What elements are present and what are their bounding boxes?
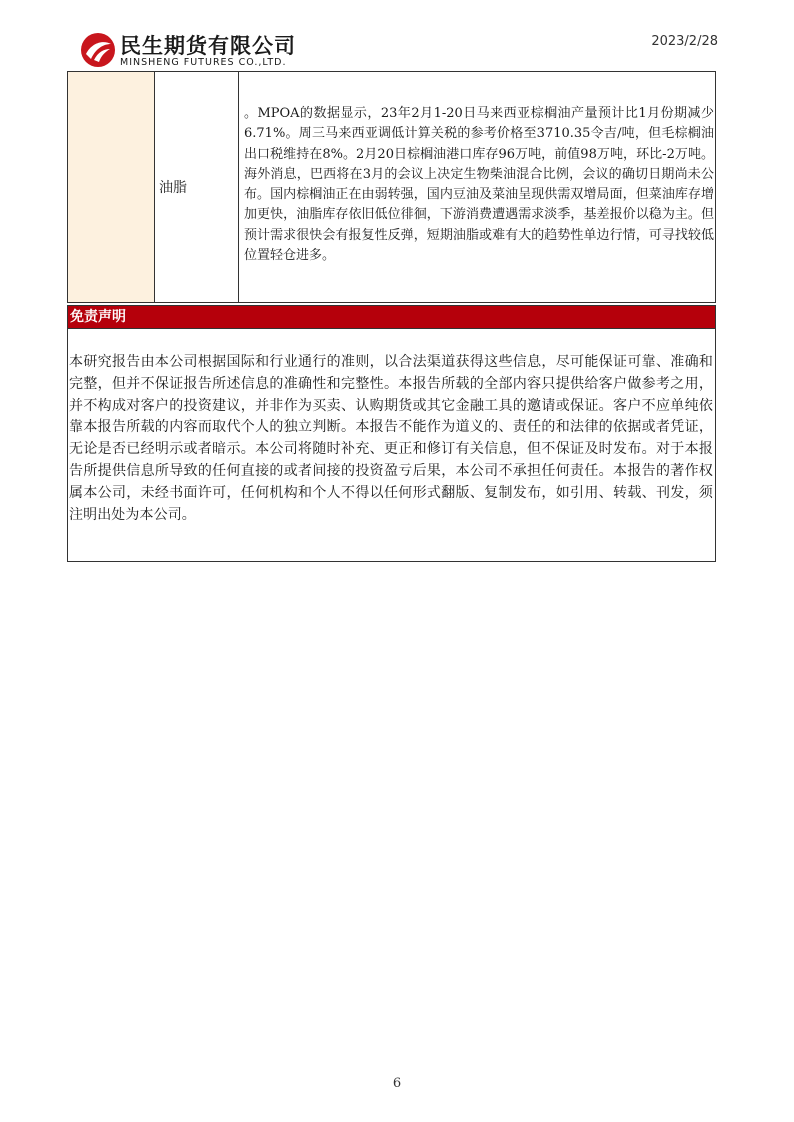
commodity-table bbox=[67, 71, 716, 303]
disclaimer-title-bar bbox=[67, 305, 716, 329]
disclaimer-box bbox=[67, 329, 716, 562]
disclaimer-text: 本研究报告由本公司根据国际和行业通行的准则，以合法渠道获得这些信息，尽可能保证可靠、准确和完整，但并不保证报告所述信息的准确性和完整性。本报告所载的全部内容只提供给客户做参考之用，并不构成对客户的投资建议，并非作为买卖、认购期货或其它金融工具的邀请或保证。客户不应单纯依靠本报告所载的内容而取代个人的独立判断。本报告不能作为道义的、责任的和法律的依据或者凭证，无论是否已经明示或者暗示。本公司将随时补充、更正和修订有关信息，但不保证及时发布。对于本报告所提供信息所导致的任何直接的或者间接的投资盈亏后果，本公司不承担任何责任。本报告的著作权属本公司，未经书面许可，任何机构和个人不得以任何形式翻版、复制发布，如引用、转载、刊发，须注明出处为本公司。 bbox=[69, 354, 713, 523]
table-blank-cell bbox=[68, 72, 155, 302]
category-label: 油脂 bbox=[159, 180, 187, 196]
report-date: 2023/2/28 bbox=[651, 34, 718, 49]
company-name-cn: 民生期货有限公司 bbox=[120, 34, 296, 58]
category-cell bbox=[155, 72, 239, 302]
minsheng-logo-icon bbox=[80, 32, 116, 68]
company-logo bbox=[80, 28, 320, 72]
page-number: 6 bbox=[392, 1076, 402, 1091]
disclaimer-title: 免责声明 bbox=[70, 309, 126, 325]
commodity-analysis-text: 。MPOA的数据显示，23年2月1-20日马来西亚棕榈油产量预计比1月份期减少6.71%。周三马来西亚调低计算关税的参考价格至3710.35令吉/吨，但毛棕榈油出口税维持在8%。2月20日棕榈油港口库存96万吨，前值98万吨，环比-2万吨。海外消息，巴西将在3月的会议上决定生物柴油混合比例，会议的确切日期尚未公布。国内棕榈油正在由弱转强，国内豆油及菜油呈现供需双增局面，但菜油库存增加更快，油脂库存依旧低位徘徊，下游消费遭遇需求淡季，基差报价以稳为主。但预计需求很快会有报复性反弹，短期油脂或难有大的趋势性单边行情，可寻找较低位置轻仓进多。 bbox=[244, 106, 714, 264]
company-name-en: MINSHENG FUTURES CO.,LTD. bbox=[120, 57, 287, 68]
